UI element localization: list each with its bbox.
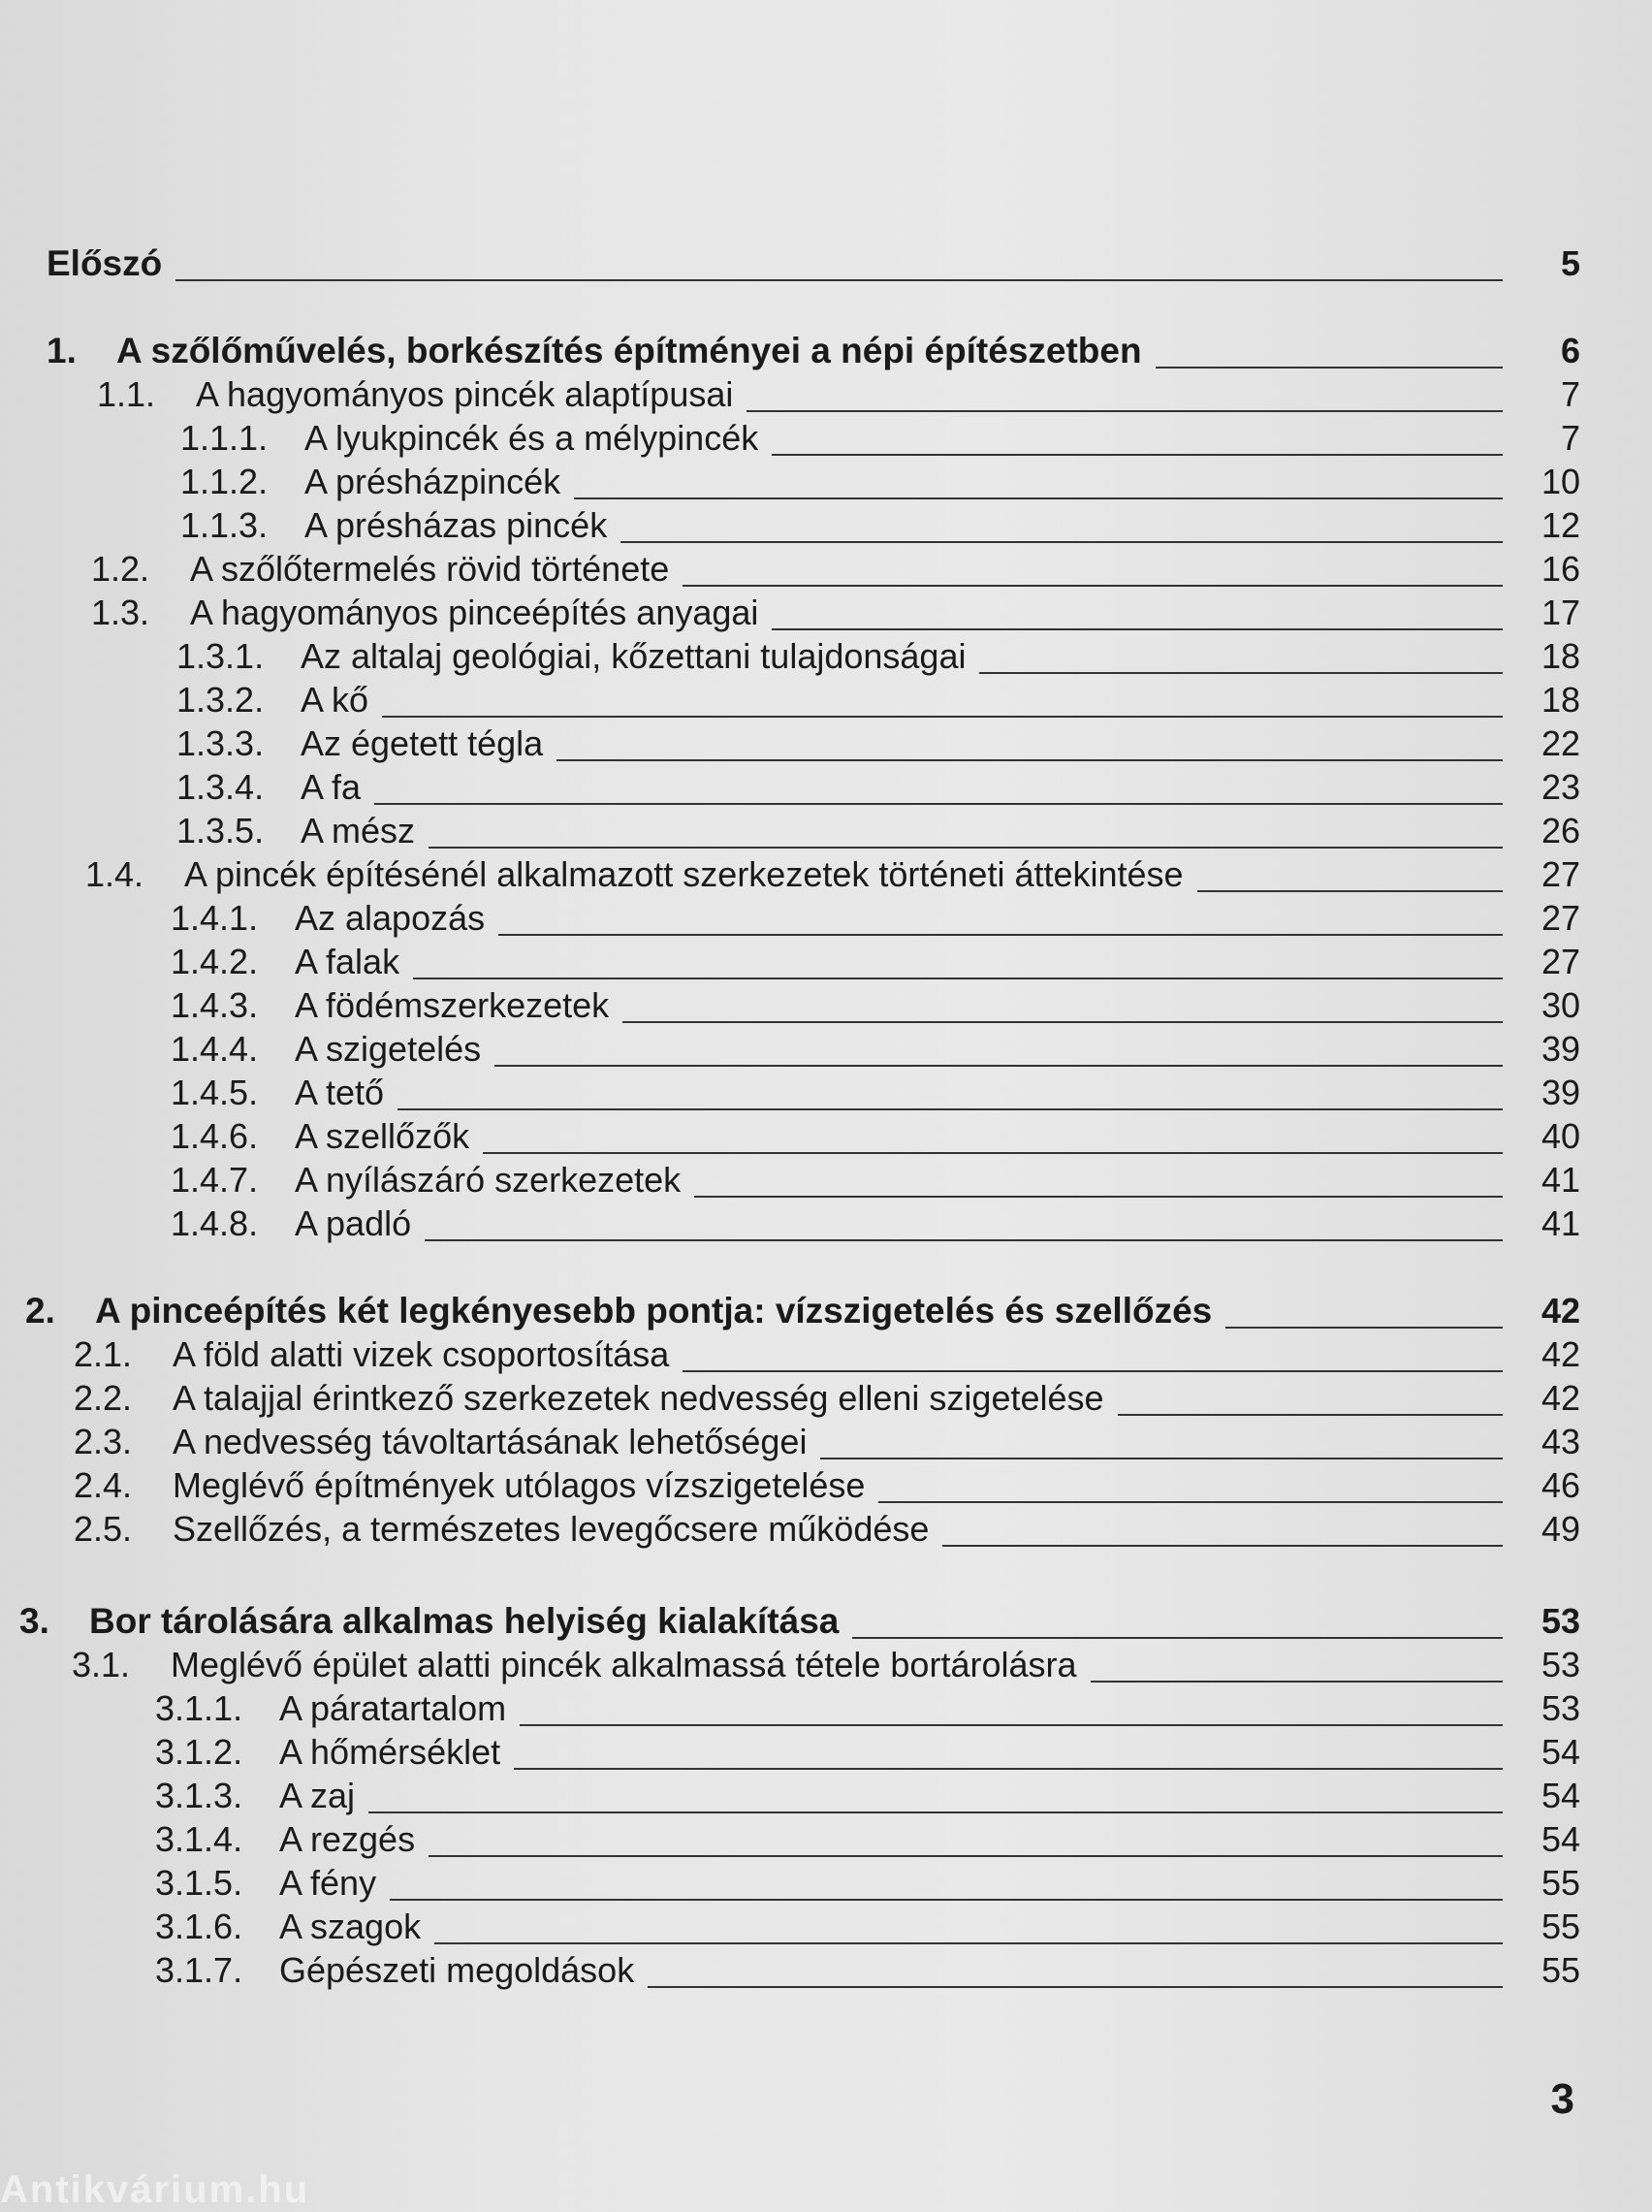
toc-entry [176, 722, 1580, 765]
toc-entry [91, 592, 1580, 634]
toc-entry-number: 1.4.1. [171, 898, 259, 938]
toc-leader-line [175, 279, 1503, 281]
toc-entry-page: 27 [1541, 854, 1580, 894]
toc-leader-line [1197, 890, 1503, 892]
toc-entry [91, 548, 1580, 591]
toc-entry-page: 54 [1541, 1776, 1580, 1815]
toc-entry-number: 2. [25, 1291, 55, 1330]
page-number: 3 [1550, 2075, 1574, 2123]
toc-entry-title: A szőlőművelés, borkészítés építményei a népi építészetben [116, 331, 1142, 370]
toc-entry-page: 41 [1541, 1160, 1580, 1200]
toc-entry [171, 1072, 1580, 1114]
toc-leader-line [694, 1196, 1503, 1198]
toc-leader-line [878, 1501, 1503, 1503]
toc-entry-title: A fény [279, 1863, 377, 1903]
toc-leader-line [747, 410, 1503, 412]
toc-entry-number: 3.1.4. [155, 1819, 243, 1859]
toc-entry-title: A talajjal érintkező szerkezetek nedvesség elleni szigetelése [173, 1378, 1104, 1418]
toc-entry [155, 1862, 1580, 1905]
toc-leader-line [574, 497, 1503, 499]
toc-entry [25, 1290, 1580, 1332]
toc-entry-number: 1.3.1. [176, 636, 265, 676]
toc-entry-page: 16 [1541, 549, 1580, 589]
toc-entry [171, 1202, 1580, 1245]
toc-entry-title: Előszó [47, 243, 163, 283]
toc-entry [155, 1906, 1580, 1948]
toc-entry-page: 17 [1541, 593, 1580, 632]
toc-entry-number: 1. [47, 331, 77, 370]
toc-entry-number: 1.1.1. [180, 418, 269, 458]
toc-entry-number: 1.4.6. [171, 1116, 259, 1156]
toc-entry-number: 1.3.5. [176, 811, 265, 850]
toc-entry-number: 1.1.2. [180, 462, 269, 501]
toc-leader-line [397, 1108, 1503, 1110]
toc-entry [74, 1377, 1580, 1420]
toc-leader-line [556, 759, 1503, 761]
toc-entry-number: 2.5. [74, 1509, 133, 1549]
toc-leader-line [429, 847, 1503, 849]
toc-entry-title: A nedvesség távoltartásának lehetőségei [173, 1422, 808, 1461]
toc-leader-line [648, 1986, 1503, 1988]
toc-entry-title: A mész [301, 811, 416, 850]
toc-entry [171, 897, 1580, 940]
toc-entry [85, 853, 1580, 896]
toc-entry-page: 55 [1541, 1950, 1580, 1990]
toc-entry-page: 53 [1541, 1688, 1580, 1728]
toc-entry-page: 41 [1541, 1203, 1580, 1243]
toc-entry [97, 373, 1580, 416]
toc-entry-title: A kő [301, 680, 369, 720]
toc-entry [155, 1949, 1580, 1992]
toc-entry-page: 40 [1541, 1116, 1580, 1156]
toc-entry-page: 42 [1541, 1378, 1580, 1418]
toc-leader-line [979, 672, 1503, 674]
toc-entry [47, 242, 1580, 285]
toc-entry-number: 1.4.3. [171, 985, 259, 1025]
toc-entry [176, 635, 1580, 678]
toc-leader-line [413, 978, 1503, 979]
toc-entry-title: Az alapozás [295, 898, 486, 938]
toc-entry-page: 27 [1541, 942, 1580, 981]
toc-entry-title: A hőmérséklet [279, 1732, 501, 1772]
toc-leader-line [852, 1637, 1503, 1639]
toc-entry [176, 810, 1580, 852]
toc-leader-line [820, 1458, 1503, 1459]
toc-entry-page: 7 [1560, 374, 1580, 414]
toc-leader-line [1156, 367, 1503, 369]
toc-leader-line [620, 541, 1503, 543]
toc-entry-number: 2.4. [74, 1465, 133, 1505]
toc-entry-number: 3.1.3. [155, 1776, 243, 1815]
toc-leader-line [425, 1239, 1503, 1241]
watermark: Antikvárium.hu [0, 2168, 310, 2211]
toc-entry [47, 330, 1580, 372]
toc-entry-title: A hagyományos pinceépítés anyagai [190, 593, 759, 632]
toc-entry-page: 18 [1541, 680, 1580, 720]
toc-entry-title: A falak [295, 942, 400, 981]
toc-entry-title: Meglévő építmények utólagos vízszigetelése [173, 1465, 866, 1505]
toc-entry-title: A présházpincék [304, 462, 561, 501]
toc-entry-number: 1.4.7. [171, 1160, 259, 1200]
toc-entry-number: 1.2. [91, 549, 150, 589]
toc-entry-title: A pincék építésénél alkalmazott szerkezetek történeti áttekintése [184, 854, 1184, 894]
toc-entry [155, 1687, 1580, 1730]
toc-entry-number: 3. [19, 1601, 49, 1641]
toc-entry-title: A lyukpincék és a mélypincék [304, 418, 759, 458]
toc-entry-number: 1.3.2. [176, 680, 265, 720]
toc-leader-line [382, 716, 1503, 718]
toc-entry-page: 30 [1541, 985, 1580, 1025]
toc-entry-page: 22 [1541, 723, 1580, 763]
toc-leader-line [1118, 1414, 1503, 1416]
toc-entry [19, 1600, 1580, 1643]
toc-entry-page: 53 [1541, 1601, 1580, 1641]
toc-leader-line [622, 1021, 1503, 1023]
toc-leader-line [494, 1065, 1503, 1067]
toc-leader-line [520, 1724, 1503, 1726]
toc-entry [171, 1028, 1580, 1071]
toc-entry-number: 3.1.7. [155, 1950, 243, 1990]
toc-entry-number: 1.3. [91, 593, 150, 632]
toc-entry-page: 6 [1560, 331, 1580, 370]
toc-entry-title: Szellőzés, a természetes levegőcsere működése [173, 1509, 930, 1549]
toc-leader-line [772, 454, 1503, 456]
toc-entry-number: 3.1.5. [155, 1863, 243, 1903]
toc-entry-title: A nyílászáró szerkezetek [295, 1160, 682, 1200]
toc-leader-line [374, 803, 1503, 805]
toc-leader-line [683, 585, 1503, 587]
toc-entry-title: A szigetelés [295, 1029, 482, 1069]
toc-entry-number: 1.4.5. [171, 1073, 259, 1112]
toc-entry-number: 1.3.4. [176, 767, 265, 807]
toc-entry [72, 1644, 1580, 1686]
toc-entry-title: A páratartalom [279, 1688, 507, 1728]
toc-entry-page: 43 [1541, 1422, 1580, 1461]
toc-entry-page: 42 [1541, 1291, 1580, 1330]
toc-entry-title: Gépészeti megoldások [279, 1950, 635, 1990]
toc-leader-line [1225, 1327, 1503, 1329]
toc-entry-page: 27 [1541, 898, 1580, 938]
toc-entry-number: 1.1. [97, 374, 156, 414]
toc-entry-page: 26 [1541, 811, 1580, 850]
toc-entry-title: Az égetett tégla [301, 723, 544, 763]
toc-entry-title: A rezgés [279, 1819, 416, 1859]
toc-entry-number: 1.1.3. [180, 505, 269, 545]
toc-leader-line [390, 1899, 1503, 1901]
toc-entry [74, 1421, 1580, 1463]
toc-entry-page: 7 [1560, 418, 1580, 458]
toc-entry-page: 10 [1541, 462, 1580, 501]
toc-entry-number: 3.1.6. [155, 1907, 243, 1946]
toc-entry-number: 3.1.1. [155, 1688, 243, 1728]
toc-entry-page: 54 [1541, 1819, 1580, 1859]
toc-entry-title: A présházas pincék [304, 505, 608, 545]
toc-leader-line [942, 1545, 1503, 1547]
toc-entry [155, 1818, 1580, 1861]
toc-entry [171, 984, 1580, 1027]
toc-entry-page: 5 [1560, 243, 1580, 283]
toc-leader-line [683, 1370, 1503, 1372]
toc-entry-page: 39 [1541, 1073, 1580, 1112]
toc-entry-number: 1.3.3. [176, 723, 265, 763]
toc-entry-title: Az altalaj geológiai, kőzettani tulajdonságai [301, 636, 967, 676]
toc-entry-number: 3.1.2. [155, 1732, 243, 1772]
toc-leader-line [498, 934, 1503, 936]
toc-entry-title: A fa [301, 767, 362, 807]
toc-entry-page: 39 [1541, 1029, 1580, 1069]
toc-entry-page: 46 [1541, 1465, 1580, 1505]
toc-entry-page: 55 [1541, 1907, 1580, 1946]
toc-leader-line [772, 628, 1503, 630]
toc-entry [176, 679, 1580, 721]
toc-leader-line [368, 1811, 1503, 1813]
toc-entry [171, 941, 1580, 983]
toc-entry [180, 504, 1580, 547]
toc-entry-title: A födémszerkezetek [295, 985, 610, 1025]
toc-entry-title: A szagok [279, 1907, 422, 1946]
toc-entry-number: 2.1. [74, 1334, 133, 1374]
toc-entry-page: 55 [1541, 1863, 1580, 1903]
toc-entry [74, 1464, 1580, 1507]
toc-entry-page: 42 [1541, 1334, 1580, 1374]
toc-entry-number: 2.2. [74, 1378, 133, 1418]
toc-entry-page: 12 [1541, 505, 1580, 545]
toc-entry-number: 1.4. [85, 854, 144, 894]
toc-entry-title: A tető [295, 1073, 385, 1112]
toc-entry [171, 1115, 1580, 1158]
toc-entry [180, 417, 1580, 460]
toc-entry-number: 3.1. [72, 1645, 131, 1684]
toc-entry [155, 1731, 1580, 1774]
toc-leader-line [483, 1152, 1503, 1154]
toc-entry-title: A hagyományos pincék alaptípusai [196, 374, 734, 414]
toc-entry-number: 1.4.2. [171, 942, 259, 981]
toc-entry-title: Bor tárolására alkalmas helyiség kialakítása [89, 1601, 840, 1641]
toc-entry-title: A föld alatti vizek csoportosítása [173, 1334, 670, 1374]
toc-entry-title: A zaj [279, 1776, 356, 1815]
toc-entry-number: 1.4.8. [171, 1203, 259, 1243]
toc-entry-title: A pinceépítés két legkényesebb pontja: vízszigetelés és szellőzés [95, 1291, 1213, 1330]
toc-entry-number: 1.4.4. [171, 1029, 259, 1069]
toc-entry-title: A padló [295, 1203, 412, 1243]
toc-entry-page: 18 [1541, 636, 1580, 676]
toc-entry [171, 1159, 1580, 1202]
toc-entry-page: 23 [1541, 767, 1580, 807]
toc-entry [74, 1333, 1580, 1376]
toc-entry [74, 1508, 1580, 1551]
toc-entry-page: 49 [1541, 1509, 1580, 1549]
toc-leader-line [1091, 1681, 1503, 1683]
toc-entry-title: Meglévő épület alatti pincék alkalmassá tétele bortárolásra [171, 1645, 1077, 1684]
toc-entry-title: A szellőzők [295, 1116, 470, 1156]
toc-entry-page: 53 [1541, 1645, 1580, 1684]
toc-entry-title: A szőlőtermelés rövid története [190, 549, 670, 589]
toc-entry [176, 766, 1580, 809]
toc-leader-line [434, 1942, 1503, 1944]
toc-entry-number: 2.3. [74, 1422, 133, 1461]
toc-leader-line [429, 1855, 1503, 1857]
toc-entry-page: 54 [1541, 1732, 1580, 1772]
toc-entry [155, 1775, 1580, 1817]
toc-entry [180, 461, 1580, 503]
toc-leader-line [514, 1768, 1503, 1770]
